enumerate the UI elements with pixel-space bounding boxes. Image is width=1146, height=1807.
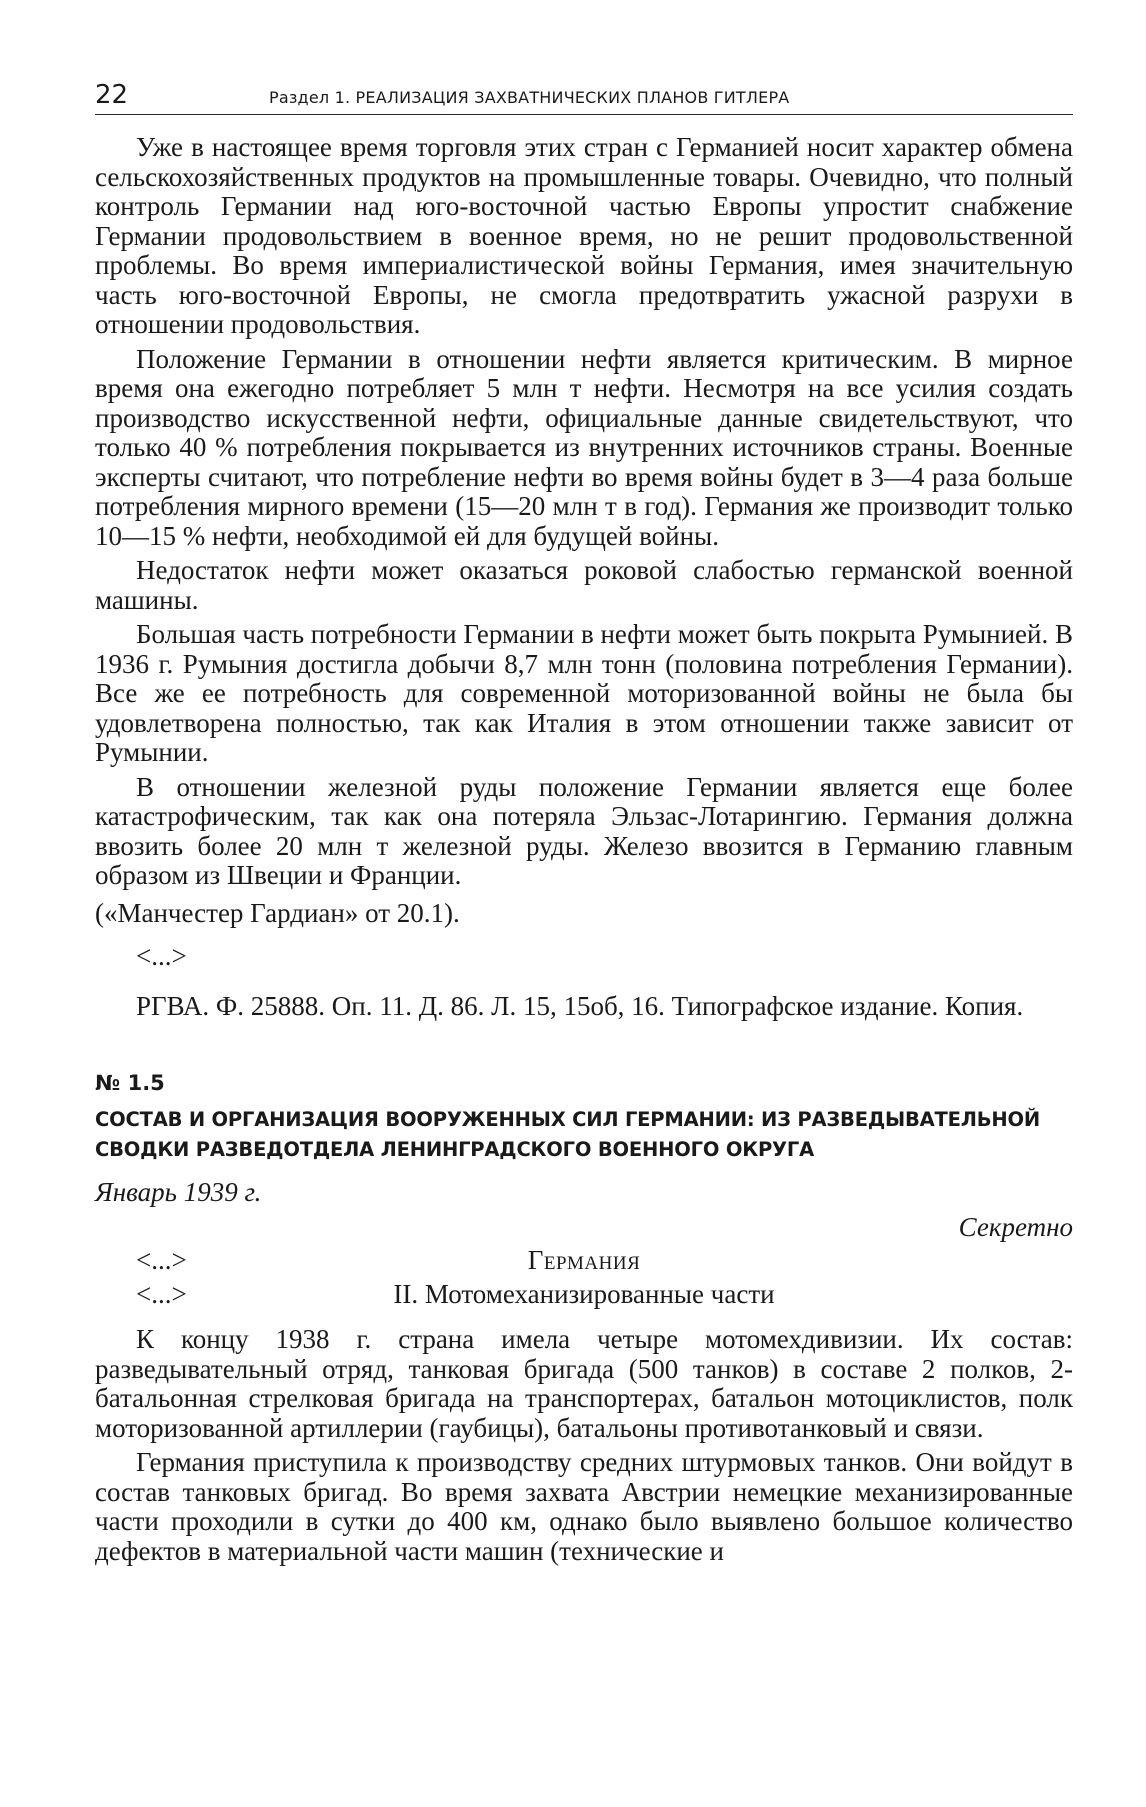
paragraph: Большая часть потребности Германии в нефти может быть покрыта Румынией. В 1936 г. Румыния достигла добычи 8,7 млн тонн (половина потребления Германии). Все же ее потребность для современной моторизованной войны не была бы удовлетворена полностью, так как Италия в этом отношении также зависит от Румынии. [95,619,1073,767]
document-title: СОСТАВ И ОРГАНИЗАЦИЯ ВООРУЖЕННЫХ СИЛ ГЕРМАНИИ: ИЗ РАЗВЕДЫВАТЕЛЬНОЙ СВОДКИ РАЗВЕДОТДЕЛА ЛЕНИНГРАДСКОГО ВОЕННОГО ОКРУГА [95,1108,1041,1161]
archive-reference: РГВА. Ф. 25888. Оп. 11. Д. 86. Л. 15, 15об, 16. Типографское издание. Копия. [136,990,1024,1021]
omission-marker: <...> [136,1245,187,1275]
classification-mark: Секретно [958,1212,1073,1242]
running-header [95,80,1073,115]
country-heading-row [95,1243,1073,1277]
page-number: 22 [95,80,129,110]
paragraph: Положение Германии в отношении нефти является критическим. В мирное время она ежегодно потребляет 5 млн т нефти. Несмотря на все усилия создать производство искусственной нефти, официальные данные свидетельствуют, что только 40 % потребления покрывается из внутренних источников страны. Военные эксперты считают, что потребление нефти во время войны будет в 3—4 раза больше потребления мирного времени (15—20 млн т в год). Германия же производит только 10—15 % нефти, необходимой ей для будущей войны. [95,343,1073,551]
document-date: Январь 1939 г. [95,1177,262,1207]
article-body [95,133,1073,891]
paragraph: Недостаток нефти может оказаться роковой слабостью германской военной машины. [95,555,1073,615]
document-body [95,1325,1073,1566]
section-heading-row [95,1277,1073,1311]
paragraph: Уже в настоящее время торговля этих стран с Германией носит характер обмена сельскохозяйственных продуктов на промышленные товары. Очевидно, что полный контроль Германии над юго-восточной частью Европы упростит снабжение Германии продовольствием в военное время, но не решит продовольственной проблемы. Во время империалистической войны Германия, имея значительную часть юго-восточной Европы, не смогла предотвратить ужасной разрухи в отношении продовольствия. [95,132,1073,339]
paragraph: Германия приступила к производству средних штурмовых танков. Они войдут в состав танковых бригад. Во время захвата Австрии немецкие механизированные части проходили в сутки до 400 км, однако было выявлено большое количество дефектов в материальной части машин (технические и [95,1447,1073,1566]
omission-marker: <...> [136,941,187,971]
paragraph: К концу 1938 г. страна имела четыре мотомехдивизии. Их состав: разведывательный отряд, танковая бригада (500 танков) в составе 2 полков, 2-батальонная стрелковая бригада на транспортерах, батальон мотоциклистов, полк моторизованной артиллерии (гаубицы), батальоны противотанковый и связи. [95,1324,1073,1443]
omission-marker: <...> [136,1279,187,1309]
country-heading: Германия [527,1245,641,1275]
source-reference: («Манчестер Гардиан» от 20.1). [95,897,460,928]
paragraph: В отношении железной руды положение Германии является еще более катастрофическим, так как она потеряла Эльзас-Лотарингию. Германия должна ввозить более 20 млн т железной руды. Железо ввозится в Германию главным образом из Швеции и Франции. [95,771,1073,890]
section-title: Раздел 1. РЕАЛИЗАЦИЯ ЗАХВАТНИЧЕСКИХ ПЛАНОВ ГИТЛЕРА [269,88,790,107]
document-number: № 1.5 [95,1071,165,1095]
section-heading: II. Мотомеханизированные части [393,1279,775,1309]
document-page [95,80,1073,1571]
